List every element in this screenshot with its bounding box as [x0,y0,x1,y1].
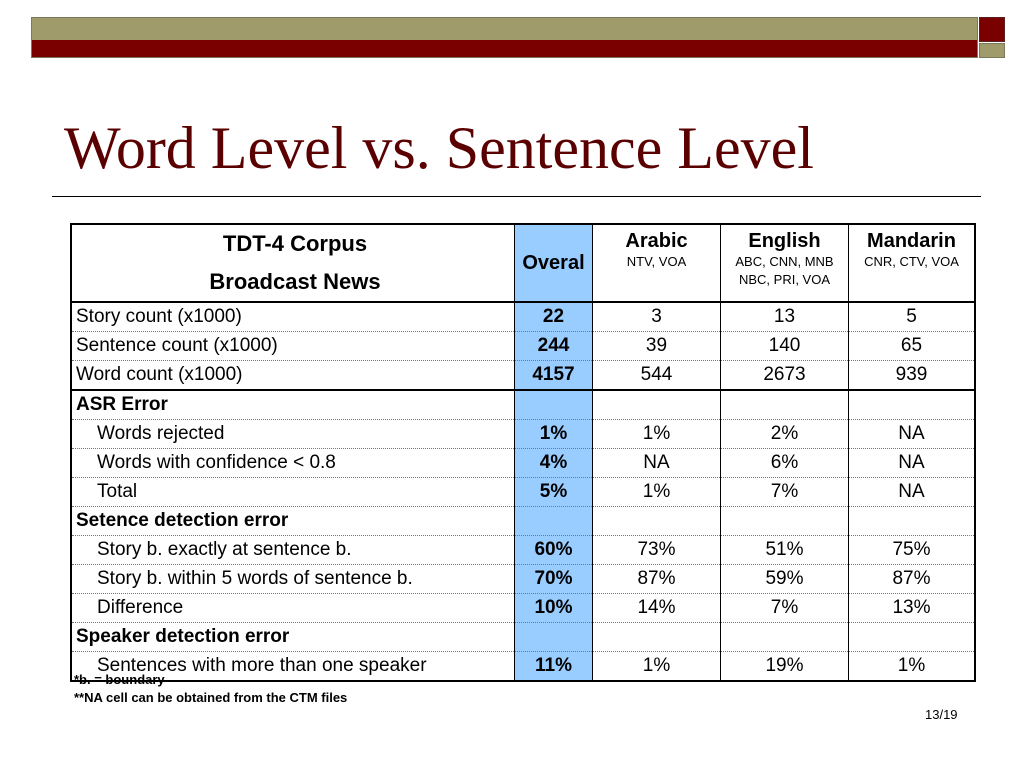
corner-square-red [979,17,1005,42]
arabic-value: 14% [593,594,721,623]
english-value: 6% [721,449,849,478]
arabic-value: 1% [593,652,721,682]
title-divider [52,196,981,197]
section-label-sentence-detection: Setence detection error [71,507,515,536]
mandarin-value: 13% [849,594,976,623]
mandarin-value: 939 [849,361,976,391]
section-label-speaker-detection: Speaker detection error [71,623,515,652]
corner-square-olive [979,43,1005,58]
table-row [71,449,975,478]
corpus-subtitle: Broadcast News [209,269,381,294]
row-label: Word count (x1000) [71,361,515,391]
table-row [71,652,975,682]
table-row [71,361,975,391]
mandarin-value: 75% [849,536,976,565]
arabic-name: Arabic [625,230,688,252]
mandarin-value [849,390,976,420]
arabic-value: NA [593,449,721,478]
english-value: 7% [721,478,849,507]
mandarin-name: Mandarin [867,230,956,252]
english-value: 7% [721,594,849,623]
overal-value: 4% [515,449,593,478]
mandarin-value: NA [849,449,976,478]
arabic-value: 1% [593,478,721,507]
overal-value: 70% [515,565,593,594]
mandarin-value: NA [849,420,976,449]
corpus-header-cell [71,224,515,302]
overal-value: 244 [515,332,593,361]
arabic-value: 73% [593,536,721,565]
mandarin-value: 87% [849,565,976,594]
arabic-value [593,623,721,652]
overal-value: 60% [515,536,593,565]
english-value [721,507,849,536]
mandarin-value [849,623,976,652]
footnote-na-cell: **NA cell can be obtained from the CTM files [74,690,348,705]
table-row [71,565,975,594]
english-value: 51% [721,536,849,565]
overal-value: 5% [515,478,593,507]
mandarin-value: 5 [849,302,976,332]
arabic-value: 544 [593,361,721,391]
section-header-row [71,623,975,652]
mandarin-sources: CNR, CTV, VOA [864,254,959,269]
arabic-value: 1% [593,420,721,449]
english-sources: ABC, CNN, MNB [735,254,834,269]
table-row [71,302,975,332]
arabic-header [593,224,721,302]
english-value: 13 [721,302,849,332]
english-value: 59% [721,565,849,594]
table-row [71,478,975,507]
english-name: English [748,230,821,252]
table-row [71,420,975,449]
row-label: Words rejected [71,420,515,449]
corpus-name: TDT-4 Corpus [222,231,368,256]
english-value: 2673 [721,361,849,391]
overal-value: 11% [515,652,593,682]
overal-value: 22 [515,302,593,332]
english-value [721,390,849,420]
overal-value [515,507,593,536]
row-label: Words with confidence < 0.8 [71,449,515,478]
table-row [71,594,975,623]
arabic-value: 39 [593,332,721,361]
section-header-row [71,507,975,536]
english-sources-line2: NBC, PRI, VOA [738,272,831,287]
mandarin-value: 65 [849,332,976,361]
mandarin-value [849,507,976,536]
mandarin-value: 1% [849,652,976,682]
section-label-asr-error: ASR Error [71,390,515,420]
band-olive-stripe [32,18,977,41]
english-value: 140 [721,332,849,361]
title-bar-band [31,17,978,58]
row-label: Story b. exactly at sentence b. [71,536,515,565]
english-header [721,224,849,302]
mandarin-header [849,224,976,302]
arabic-sources: NTV, VOA [626,254,687,269]
table-header-row [71,224,975,302]
row-label: Difference [71,594,515,623]
section-header-row [71,390,975,420]
footnote-boundary: *b. = boundary [74,672,165,687]
corpus-statistics-table [70,223,976,682]
mandarin-value: NA [849,478,976,507]
page-number: 13/19 [925,707,958,722]
english-value: 2% [721,420,849,449]
overal-header: Overal [515,224,593,302]
row-label: Total [71,478,515,507]
overal-value: 4157 [515,361,593,391]
arabic-value [593,390,721,420]
row-label: Story b. within 5 words of sentence b. [71,565,515,594]
overal-value: 1% [515,420,593,449]
row-label: Sentence count (x1000) [71,332,515,361]
slide-title: Word Level vs. Sentence Level [64,115,814,181]
band-red-stripe [32,40,977,57]
row-label: Story count (x1000) [71,302,515,332]
overal-value: 10% [515,594,593,623]
row-label: Sentences with more than one speaker [71,652,515,682]
overal-value [515,623,593,652]
arabic-value [593,507,721,536]
arabic-value: 87% [593,565,721,594]
table-row [71,332,975,361]
english-value [721,623,849,652]
table-row [71,536,975,565]
english-value: 19% [721,652,849,682]
arabic-value: 3 [593,302,721,332]
overal-value [515,390,593,420]
